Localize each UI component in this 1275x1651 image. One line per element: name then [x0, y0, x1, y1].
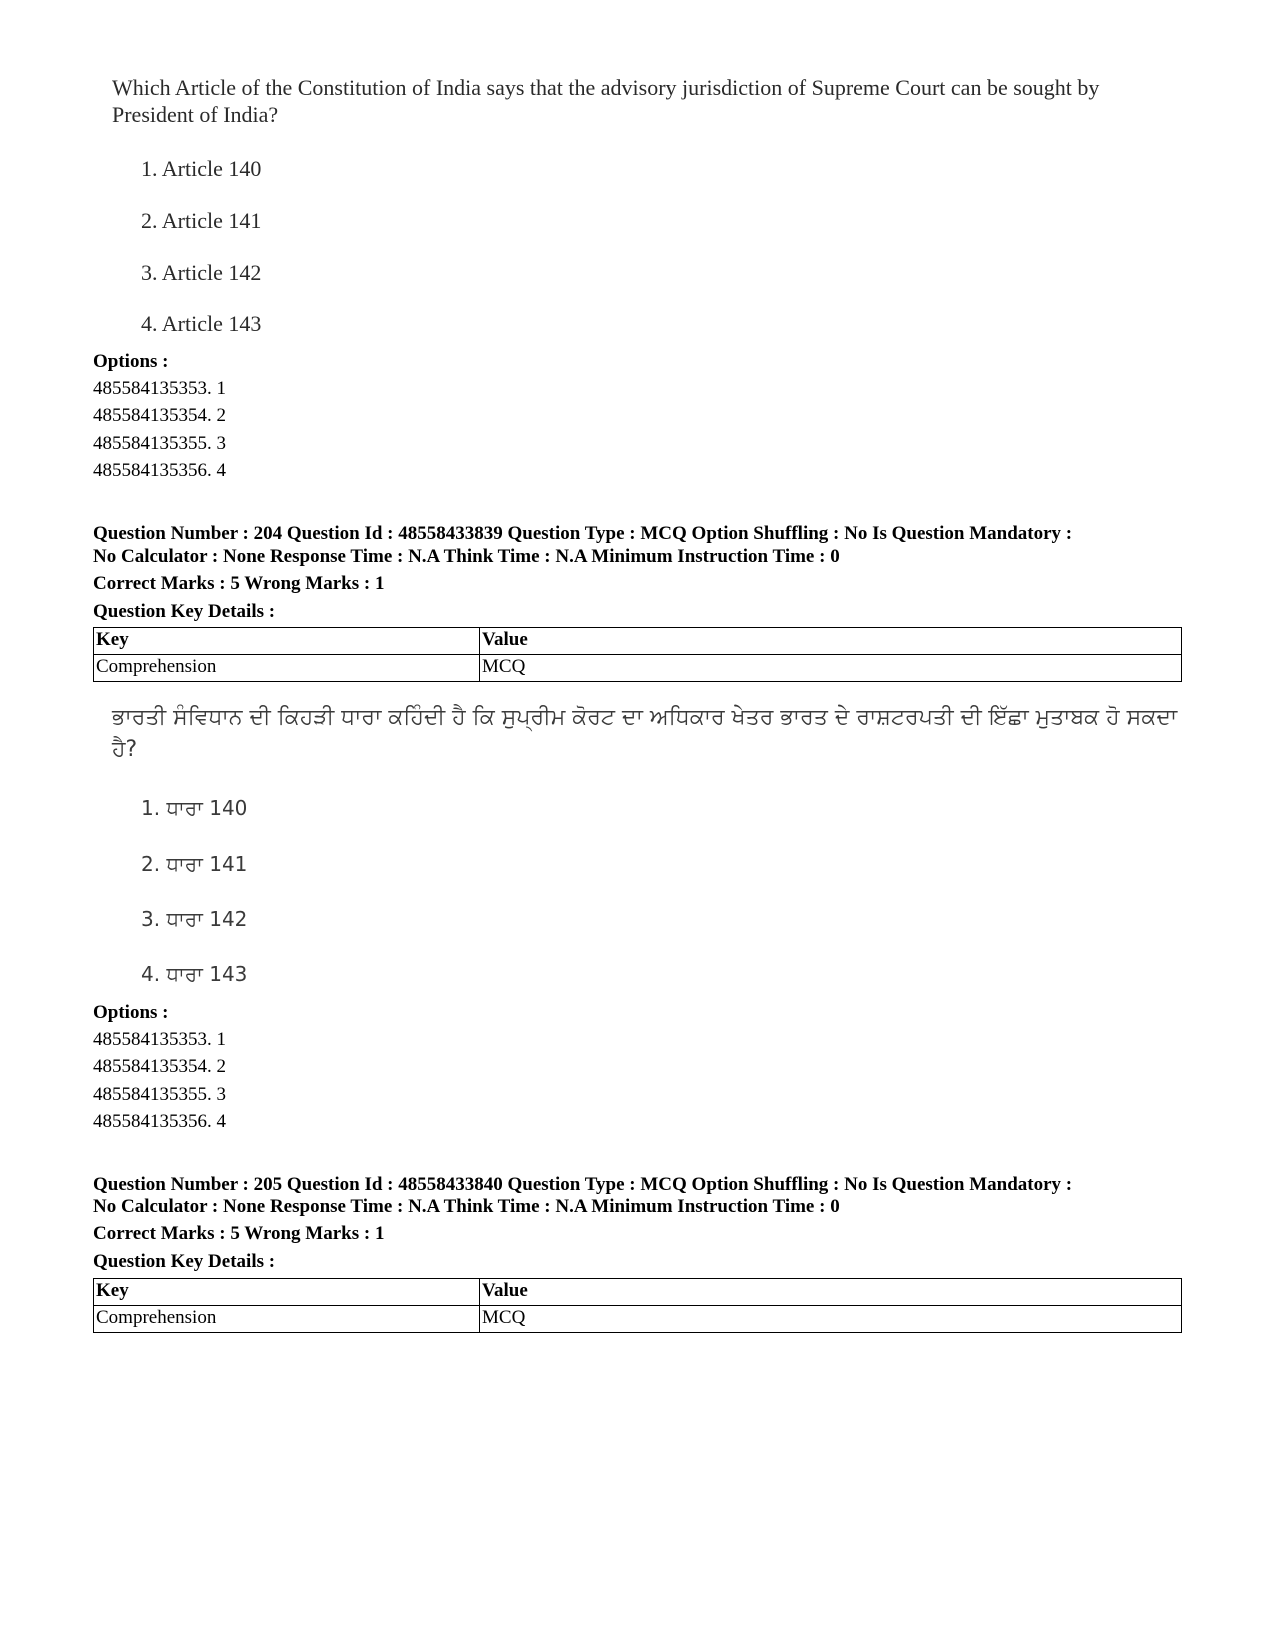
option-id-4: 485584135356. 4 [93, 460, 226, 481]
question-key-details-label: Question Key Details : [93, 1251, 276, 1272]
table-header-value: Value [480, 628, 1182, 655]
choice-4: 4. Article 143 [141, 311, 262, 336]
table-cell-value: MCQ [480, 1306, 1182, 1333]
table-cell-key: Comprehension [94, 655, 480, 682]
question-key-table [93, 627, 1182, 682]
question-marks: Correct Marks : 5 Wrong Marks : 1 [93, 1223, 385, 1244]
table-cell-key: Comprehension [94, 1306, 480, 1333]
table-header-key: Key [94, 1279, 480, 1306]
option-id-2: 485584135354. 2 [93, 405, 226, 426]
table-row [94, 655, 1182, 682]
option-id-1: 485584135353. 1 [93, 378, 226, 399]
table-cell-value: MCQ [480, 655, 1182, 682]
table-header-key: Key [94, 628, 480, 655]
choice-2: 2. Article 141 [141, 208, 262, 233]
question-meta-line2: No Calculator : None Response Time : N.A Think Time : N.A Minimum Instruction Time : 0 [93, 1196, 840, 1217]
choice-1: 1. Article 140 [141, 156, 262, 181]
table-row [94, 1306, 1182, 1333]
table-header-row [94, 1279, 1182, 1306]
table-header-value: Value [480, 1279, 1182, 1306]
choice-1: 1. ਧਾਰਾ 140 [141, 796, 248, 820]
question-key-details-label: Question Key Details : [93, 601, 276, 622]
question-meta-line1: Question Number : 205 Question Id : 48558433840 Question Type : MCQ Option Shuffling : No Is Question Mandatory : [93, 1174, 1073, 1195]
option-id-3: 485584135355. 3 [93, 1084, 226, 1105]
option-id-2: 485584135354. 2 [93, 1056, 226, 1077]
choice-4: 4. ਧਾਰਾ 143 [141, 962, 248, 986]
choice-3: 3. Article 142 [141, 260, 262, 285]
question-meta-line2: No Calculator : None Response Time : N.A Think Time : N.A Minimum Instruction Time : 0 [93, 546, 840, 567]
option-id-1: 485584135353. 1 [93, 1029, 226, 1050]
choice-2: 2. ਧਾਰਾ 141 [141, 852, 248, 876]
table-header-row [94, 628, 1182, 655]
options-label: Options : [93, 351, 169, 372]
options-label: Options : [93, 1002, 169, 1023]
option-id-3: 485584135355. 3 [93, 433, 226, 454]
choice-3: 3. ਧਾਰਾ 142 [141, 907, 248, 931]
question-text-en: Which Article of the Constitution of India says that the advisory jurisdiction of Supreme Court can be sought by President of India? [112, 75, 1100, 127]
question-key-table [93, 1278, 1182, 1333]
question-text-pa: ਭਾਰਤੀ ਸੰਵਿਧਾਨ ਦੀ ਕਿਹੜੀ ਧਾਰਾ ਕਹਿੰਦੀ ਹੈ ਕਿ ਸੁਪ੍ਰੀਮ ਕੋਰਟ ਦਾ ਅਧਿਕਾਰ ਖੇਤਰ ਭਾਰਤ ਦੇ ਰਾਸ਼ਟਰਪਤੀ ਦੀ ਇੱਛਾ ਮੁਤਾਬਕ ਹੋ ਸਕਦਾ ਹੈ? [112, 705, 1178, 762]
question-meta-line1: Question Number : 204 Question Id : 48558433839 Question Type : MCQ Option Shuffling : No Is Question Mandatory : [93, 523, 1073, 544]
option-id-4: 485584135356. 4 [93, 1111, 226, 1132]
question-marks: Correct Marks : 5 Wrong Marks : 1 [93, 573, 385, 594]
